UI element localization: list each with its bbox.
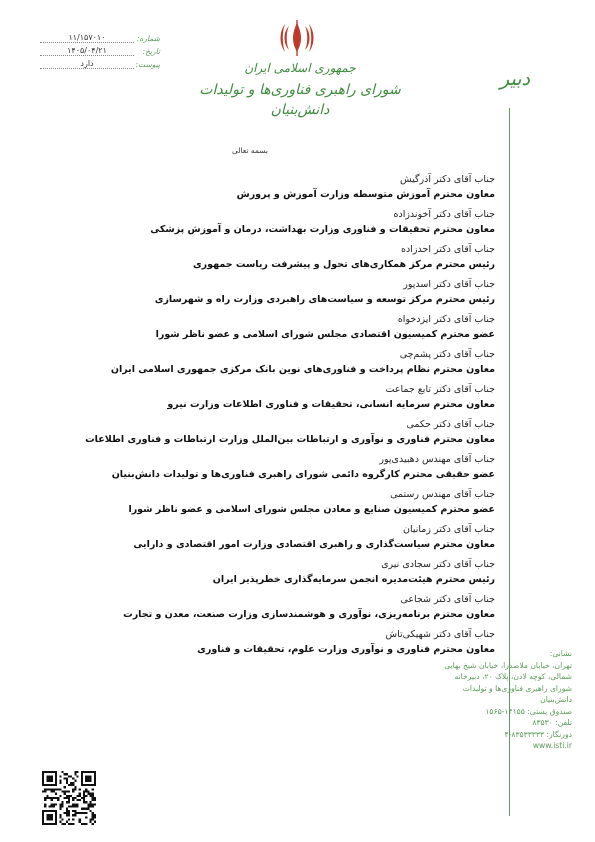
addressee-title: رئیس محترم مرکز همکاری‌های تحول و پیشرفت ریاست جمهوری (192, 259, 495, 270)
letter-date: ۱۴۰۵/۰۴/۲۱ (40, 46, 134, 56)
addressee-item (40, 453, 495, 482)
contact-fax: دورنگار: ۸۳۵۳۳۳۳۳-۴ (504, 729, 572, 739)
addressee-title: رئیس محترم مرکز توسعه و سیاست‌های راهبردی وزارت راه و شهرسازی (154, 294, 495, 305)
addressee-item (40, 208, 495, 237)
addressee-name: جناب آقای دکتر آذرگیش (400, 174, 495, 185)
addressee-item (40, 558, 495, 587)
contact-pobox: صندوق پستی: ۱۴۱۵۵-۱۵۶۵ (485, 706, 572, 716)
addressee-item (40, 313, 495, 342)
addressee-item (40, 628, 495, 657)
contact-address: تهران، خیابان ملاصدرا، خیابان شیخ بهایی شمالی، کوچه لادن، پلاک ۲۰، دبیرخانه شورای راهبری فناوری‌ها و تولیدات دانش‌بنیان (444, 660, 572, 704)
letter-metadata (40, 30, 160, 69)
letter-date-label: تاریخ: (142, 47, 160, 56)
addressee-title: معاون محترم فناوری و نوآوری وزارت علوم، تحقیقات و فناوری (197, 644, 495, 655)
addressee-name: جناب آقای مهندس دهبیدی‌پور (379, 454, 495, 465)
contact-label: نشانی: (549, 649, 572, 658)
addressee-name: جناب آقای مهندس رستمی (390, 489, 495, 500)
addressee-title: معاون محترم تحقیقات و فناوری وزارت بهداشت، درمان و آموزش پزشکی (150, 224, 495, 235)
letter-date-row (40, 43, 160, 56)
addressee-title: رئیس محترم هیئت‌مدیره انجمن سرمایه‌گذاری خطرپذیر ایران (212, 574, 495, 585)
addressee-name: جناب آقای دکتر شهیکی‌تاش (385, 629, 495, 640)
addressee-name: جناب آقای دکتر شجاعی (400, 594, 495, 605)
contact-block (440, 648, 572, 752)
letter-number-label: شماره: (137, 34, 160, 43)
addressee-item (40, 418, 495, 447)
addressee-item (40, 173, 495, 202)
addressee-name: جناب آقای دکتر حکمی (406, 419, 495, 430)
contact-phone: تلفن: ۸۳۵۳۰ (532, 718, 572, 727)
addressee-item (40, 348, 495, 377)
addressee-item (40, 243, 495, 272)
addressee-item (40, 488, 495, 517)
addressee-list (40, 173, 495, 663)
addressee-item (40, 523, 495, 552)
addressee-title: معاون محترم سیاست‌گذاری و راهبری اقتصادی وزارت امور اقتصادی و دارایی (133, 539, 495, 550)
letter-attachment: دارد (40, 59, 134, 69)
letter-attachment-row (40, 56, 160, 69)
addressee-name: جناب آقای دکتر پشم‌چی (399, 349, 495, 360)
letter-attachment-label: پیوست: (135, 60, 160, 69)
addressee-name: جناب آقای دکتر تابع جماعت (385, 384, 495, 395)
contact-website[interactable]: www.isti.ir (532, 741, 572, 750)
addressee-title: معاون محترم نظام پرداخت و فناوری‌های نوین بانک مرکزی جمهوری اسلامی ایران (110, 364, 495, 375)
addressee-item (40, 593, 495, 622)
besmellah: بسمه تعالی (231, 146, 269, 155)
addressee-title: عضو محترم کمیسیون اقتصادی مجلس شورای اسلامی و عضو ناظر شورا (155, 329, 495, 340)
qr-code-icon (42, 771, 96, 825)
letter-number: ۱۱/۱۵۷۰۱۰ (40, 33, 134, 43)
addressee-title: عضو محترم کمیسیون صنایع و معادن مجلس شورای اسلامی و عضو ناظر شورا (128, 504, 495, 515)
addressee-title: معاون محترم سرمایه انسانی، تحقیقات و فناوری اطلاعات وزارت نیرو (167, 399, 495, 410)
government-title: جمهوری اسلامی ایران (244, 61, 356, 75)
addressee-name: جناب آقای دکتر سجادی نیری (381, 559, 495, 570)
iran-emblem-icon (277, 18, 317, 58)
addressee-name: جناب آقای دکتر احدزاده (401, 244, 495, 255)
addressee-title: معاون محترم فناوری و نوآوری و ارتباطات بین‌الملل وزارت ارتباطات و فناوری اطلاعات (85, 434, 495, 445)
addressee-name: جناب آقای دکتر ایزدخواه (397, 314, 495, 325)
addressee-item (40, 278, 495, 307)
council-title: شورای راهبری فناوری‌ها و تولیدات دانش‌بنیان (199, 82, 401, 118)
letter-number-row (40, 30, 160, 43)
addressee-title: معاون محترم آموزش متوسطه وزارت آموزش و پرورش (236, 189, 495, 200)
office-title: دبیر (500, 68, 530, 90)
addressee-name: جناب آقای دکتر زمانیان (403, 524, 495, 535)
addressee-name: جناب آقای دکتر اسدپور (403, 279, 495, 290)
addressee-item (40, 383, 495, 412)
addressee-name: جناب آقای دکتر آخوندزاده (393, 209, 495, 220)
addressee-title: عضو حقیقی محترم کارگروه دائمی شورای راهبری فناوری‌ها و تولیدات دانش‌بنیان (111, 469, 495, 480)
addressee-title: معاون محترم برنامه‌ریزی، نوآوری و هوشمندسازی وزارت صنعت، معدن و تجارت (123, 609, 495, 620)
